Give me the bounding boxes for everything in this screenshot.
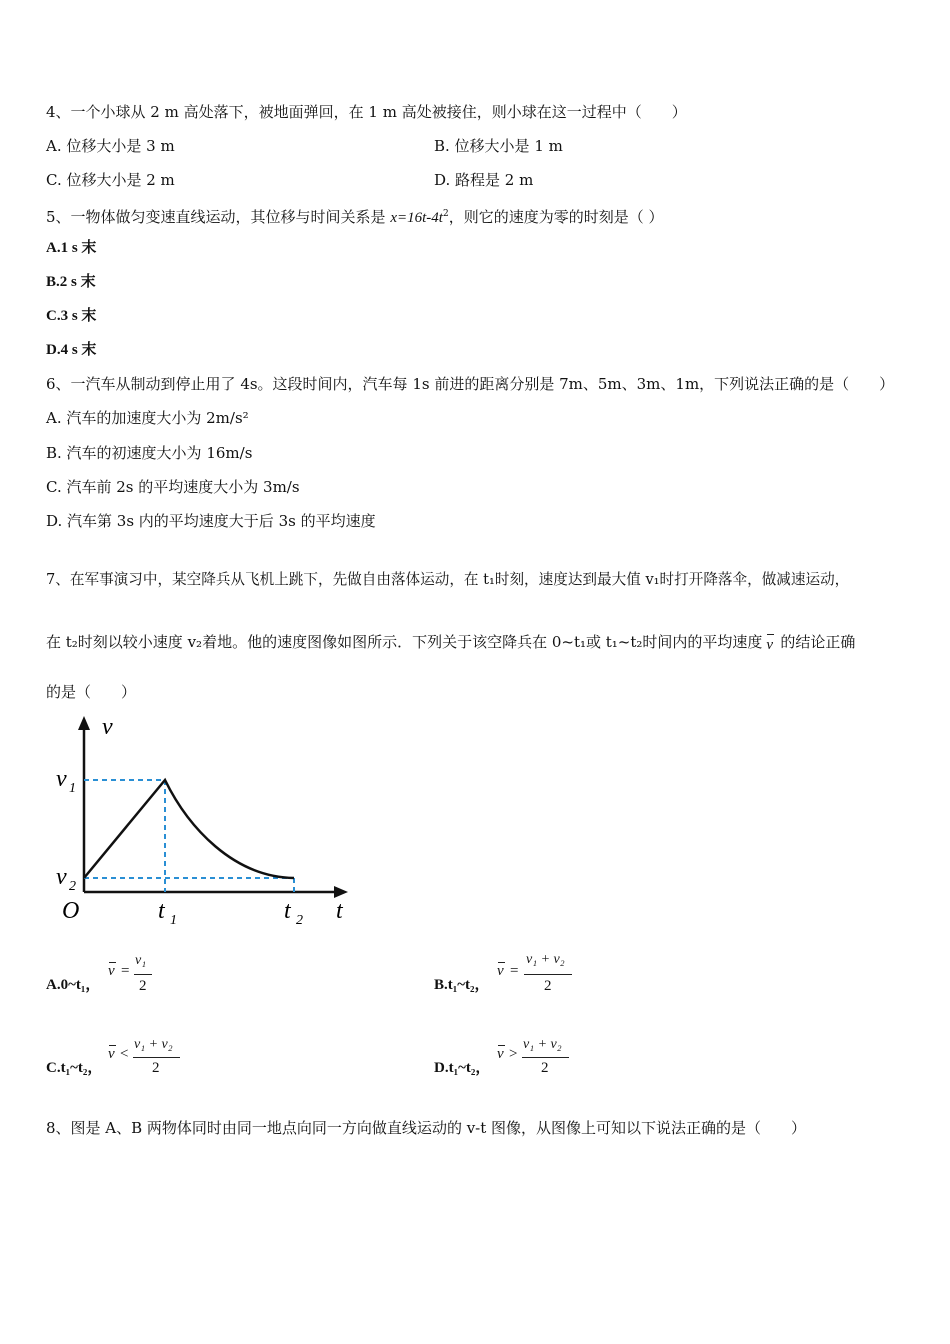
q4-option-a: A. 位移大小是 3 m (46, 137, 175, 155)
t-axis-arrow (334, 886, 348, 898)
vt-graph (48, 712, 358, 932)
origin-label: O (62, 898, 80, 924)
q7-option-b-label: B.t₁~t₂， (434, 977, 490, 993)
q5-stem (46, 204, 663, 228)
q6-option-c: C. 汽车前 2s 的平均速度大小为 3m/s (46, 478, 300, 496)
q7-option-d-den: 2 (541, 1060, 549, 1076)
q7-option-c-label: C.t₁~t₂， (46, 1060, 103, 1076)
q7-option-d-op: > (509, 1046, 518, 1062)
q5-option-b: B.2 s 末 (46, 274, 96, 290)
q7-option-a-num: v₁ (135, 953, 147, 968)
q7-option-b-lhs: v (497, 963, 504, 979)
v-axis-label: v (102, 714, 113, 740)
q5-formula-sup: 2 (442, 209, 449, 219)
v1-label: v (56, 766, 67, 792)
q7-option-d-lhs: v (497, 1046, 504, 1062)
q7-option-b-op: = (510, 963, 519, 979)
q7-option-c-num: v₁ + v₂ (134, 1037, 173, 1052)
v-axis-arrow (78, 716, 90, 730)
q5-formula: x=16t-4t (390, 210, 443, 226)
q7-option-d-label: D.t₁~t₂， (434, 1060, 491, 1076)
q6-option-b: B. 汽车的初速度大小为 16m/s (46, 444, 253, 462)
q8-stem: 8、图是 A、B 两物体同时由同一地点向同一方向做直线运动的 v-t 图像，从图像上可知以下说法正确的是（ ） (46, 1119, 807, 1137)
t2-label-sub: 2 (296, 913, 303, 928)
q7-stem-line3: 的是（ ） (46, 683, 137, 701)
q6-option-d: D. 汽车第 3s 内的平均速度大于后 3s 的平均速度 (46, 512, 376, 530)
q7-stem-line2-text: 在 t₂时刻以较小速度 v₂着地。他的速度图像如图所示．下列关于该空降兵在 0~t₁或 t₁~t₂时间内的平均速度 (46, 633, 763, 651)
velocity-curve (84, 780, 294, 878)
v2-label: v (56, 864, 67, 890)
q4-option-c: C. 位移大小是 2 m (46, 171, 175, 189)
q7-option-c-lhs: v (108, 1046, 115, 1062)
q5-option-d: D.4 s 末 (46, 342, 97, 358)
q7-option-c-den: 2 (152, 1060, 160, 1076)
q7-option-b-num: v₁ + v₂ (526, 952, 565, 967)
q7-stem-line2 (46, 632, 855, 652)
t2-label: t (284, 898, 291, 924)
q5-stem-post: ，则它的速度为零的时刻是（ ） (448, 208, 664, 226)
t1-label: t (158, 898, 165, 924)
q7-option-a-den: 2 (139, 978, 147, 994)
t-axis-label: t (336, 898, 343, 924)
q7-option-a-lhs: v (108, 963, 115, 979)
t1-label-sub: 1 (170, 913, 177, 928)
q7-option-a-label: A.0~t₁， (46, 977, 101, 993)
q4-option-b: B. 位移大小是 1 m (434, 137, 563, 155)
v2-label-sub: 2 (69, 879, 76, 894)
q4-stem: 4、一个小球从 2 m 高处落下，被地面弹回，在 1 m 高处被接住，则小球在这一过程中（ ） (46, 103, 687, 121)
q5-option-a: A.1 s 末 (46, 240, 97, 256)
q7-option-b-den: 2 (544, 978, 552, 994)
q7-option-d-num: v₁ + v₂ (523, 1037, 562, 1052)
q7-option-a-op: = (121, 963, 130, 979)
q6-stem: 6、一汽车从制动到停止用了 4s。这段时间内，汽车每 1s 前进的距离分别是 7m、5m、3m、1m，下列说法正确的是（ ） (46, 375, 895, 393)
q7-vbar: v (766, 637, 774, 653)
q7-stem-line2-end: 的结论正确 (780, 633, 856, 651)
q4-option-d: D. 路程是 2 m (434, 171, 534, 189)
q5-stem-pre: 5、一物体做匀变速直线运动，其位移与时间关系是 (46, 208, 391, 226)
q6-option-a: A. 汽车的加速度大小为 2m/s² (46, 409, 249, 427)
q7-option-c-op: < (120, 1046, 129, 1062)
q5-option-c: C.3 s 末 (46, 308, 97, 324)
v1-label-sub: 1 (69, 781, 76, 796)
q7-stem-line1: 7、在军事演习中，某空降兵从飞机上跳下，先做自由落体运动，在 t₁时刻，速度达到最大值 v₁时打开降落伞，做减速运动， (46, 571, 850, 588)
